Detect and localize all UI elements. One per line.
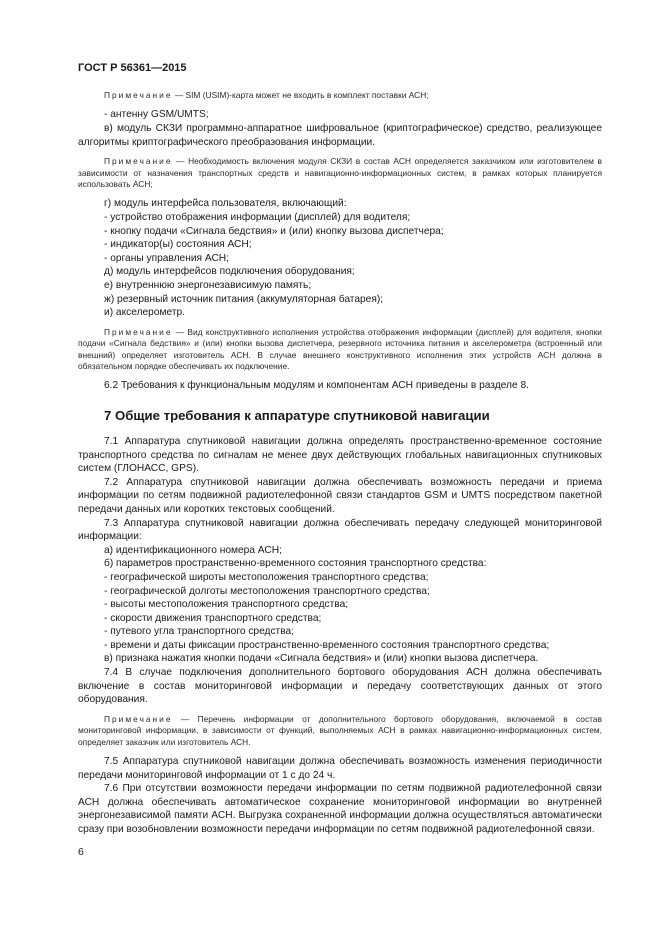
list-item: и) акселерометр. bbox=[104, 307, 186, 319]
section-7-heading: 7 Общие требования к аппаратуре спутниковой навигации bbox=[104, 407, 490, 423]
list-item: б) параметров пространственно-временного состояния транспортного средства: bbox=[104, 558, 487, 570]
note-text: — Вид конструктивного исполнения устройства отображения информации (дисплей) для водителя, кнопки подачи «Сигнала бедствия» и (или) кнопки вызова диспетчера, резервного источника питания и акселерометра (встроенный или внешний) определяет изготовитель АСН. В случае внешнего конструктивного исполнения этих устройств АСН должна в обязательном порядке обеспечивать их подключение. bbox=[78, 326, 602, 371]
list-item: - времени и даты фиксации пространственно-временного состояния транспортного средства; bbox=[104, 639, 550, 651]
paragraph-7-3: 7.3 Аппаратура спутниковой навигации должна обеспечивать передачу следующей мониторинговой информации: bbox=[78, 517, 602, 543]
list-item: - кнопку подачи «Сигнала бедствия» и (или) кнопку вызова диспетчера; bbox=[104, 225, 444, 237]
list-item: в) признака нажатия кнопки подачи «Сигнала бедствия» и (или) кнопки вызова диспетчера. bbox=[104, 653, 539, 665]
list-item: г) модуль интерфейса пользователя, включающий: bbox=[104, 198, 347, 210]
list-item: ж) резервный источник питания (аккумуляторная батарея); bbox=[104, 293, 384, 305]
paragraph-7-4: 7.4 В случае подключения дополнительного бортового оборудования АСН должна обеспечивать включение в состав мониторинговой информации и передачу соответствующих данных от этого оборудования. bbox=[78, 667, 602, 706]
list-item: - географической широты местоположения транспортного средства; bbox=[104, 571, 429, 583]
note-label: Примечание bbox=[104, 156, 173, 167]
note-text: — SIM (USIM)-карта может не входить в комплект поставки АСН; bbox=[172, 90, 429, 100]
page-number: 6 bbox=[78, 846, 84, 858]
note-label: Примечание bbox=[104, 90, 173, 100]
note-additional-equipment bbox=[78, 714, 602, 748]
list-item: - устройство отображения информации (дисплей) для водителя; bbox=[104, 212, 411, 223]
list-item: - скорости движения транспортного средства; bbox=[104, 612, 322, 624]
note-text: — Перечень информации от дополнительного бортового оборудования, включаемой в состав мониторинговой информации, в зависимости от функций, выполняемых АСН в рамках навигационно-информационных систем, определяет заказчик или изготовитель АСН. bbox=[78, 713, 602, 747]
note-text: — Необходимость включения модуля СКЗИ в состав АСН определяется заказчиком или изготовителем в зависимости от назначения транспортных средств и навигационно-информационных систем, в рамках которых планируется использовать АСН; bbox=[78, 156, 602, 189]
document-body bbox=[78, 90, 602, 837]
list-item: д) модуль интерфейсов подключения оборудования; bbox=[104, 266, 355, 278]
list-item: - высоты местоположения транспортного средства; bbox=[104, 599, 349, 611]
list-item: - путевого угла транспортного средства; bbox=[104, 626, 295, 638]
list-item: е) внутреннюю энергонезависимую память; bbox=[104, 279, 312, 291]
note-label: Примечание bbox=[104, 713, 173, 724]
list-item: - антенну GSM/UMTS; bbox=[104, 109, 209, 121]
list-item: а) идентификационного номера АСН; bbox=[104, 544, 282, 556]
list-item: - географической долготы местоположения транспортного средства; bbox=[104, 585, 430, 597]
document-header: ГОСТ Р 56361—2015 bbox=[78, 62, 187, 74]
list-item: в) модуль СКЗИ программно-аппаратное шифровальное (криптографическое) средство, реализующее алгоритмы криптографического преобразования информации. bbox=[78, 123, 602, 148]
paragraph-6-2: 6.2 Требования к функциональным модулям и компонентам АСН приведены в разделе 8. bbox=[104, 380, 529, 392]
paragraph-7-2: 7.2 Аппаратура спутниковой навигации должна обеспечивать возможность передачи и приема информации по сетям подвижной радиотелефонной связи стандартов GSM и UMTS посредством пакетной передачи данных или коротких текстовых сообщений. bbox=[78, 476, 602, 515]
paragraph-7-1: 7.1 Аппаратура спутниковой навигации должна определять пространственно-временное состояние транспортного средства по сигналам не менее двух действующих глобальных навигационных спутниковых систем (ГЛОНАСС, GPS). bbox=[78, 435, 602, 475]
list-item: - органы управления АСН; bbox=[104, 252, 229, 264]
list-item: - индикатор(ы) состояния АСН; bbox=[104, 239, 252, 251]
note-display-construction bbox=[78, 327, 602, 373]
note-sim-card bbox=[78, 90, 602, 101]
note-label: Примечание bbox=[104, 326, 173, 337]
paragraph-7-6: 7.6 При отсутствии возможности передачи информации по сетям подвижной радиотелефонной связи АСН должна обеспечивать автоматическое сохранение мониторинговой информации во внутренней энергонезависимой памяти АСН. Выгрузка сохраненной информации должна осуществляться автоматически сразу при возобновлении возможности передачи информации по сетям подвижной радиотелефонной связи. bbox=[78, 783, 602, 836]
note-skzi-module bbox=[78, 156, 602, 190]
paragraph-7-5: 7.5 Аппаратура спутниковой навигации должна обеспечивать возможность изменения периодичности передачи мониторинговой информации от 1 с до 24 ч. bbox=[78, 756, 602, 781]
